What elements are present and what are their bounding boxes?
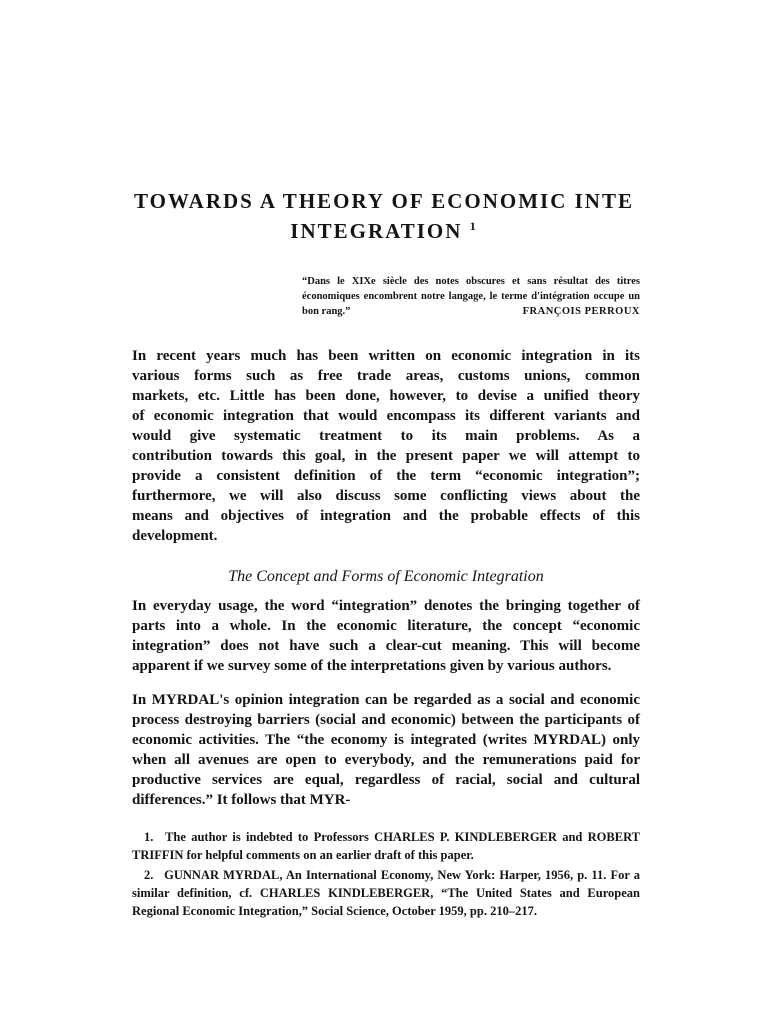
paragraph-line: various forms such as free trade areas, customs unions, common xyxy=(132,368,640,384)
footnote-text: GUNNAR MYRDAL, An International Economy, New York: Harper, 1956, p. 11. For a similar definition, cf. CHARLES KINDLEBERGER, “The United States and European Regional Economic Integration,” Social Science, October 1959, pp. 210–217. xyxy=(132,868,641,918)
paragraph-line: means and objectives of integration and the probable effects of this xyxy=(132,508,640,524)
footnotes xyxy=(132,828,640,922)
paragraph-line: contribution towards this goal, in the present paper we will attempt to xyxy=(132,448,640,464)
paragraph-line: provide a consistent definition of the term “economic integration”; xyxy=(132,468,640,484)
paragraph-line: development. xyxy=(132,528,218,544)
article-title-text: INTEGRATION xyxy=(290,219,463,243)
epigraph-quote: “Dans le XIXe siècle des notes obscures et sans résultat des titres économiques encombrent notre langage, le terme d'intégration occupe un bon rang.” xyxy=(302,276,640,317)
footnote-number: 1. xyxy=(144,830,154,844)
epigraph-author: FRANÇOIS PERROUX xyxy=(522,306,640,317)
paragraph-line: In recent years much has been written on economic integration in its xyxy=(132,348,640,364)
paragraph-line: would give systematic treatment to its main problems. As a xyxy=(132,428,640,444)
footnote-1 xyxy=(132,828,640,864)
body-paragraph-myrdal: In MYRDAL's opinion integration can be regarded as a social and economic process destroying barriers (social and economic) between the participants of economic activities. The “the economy is integrated (writes MYRDAL) only when all avenues are open to everybody, and the remunerations paid for productive services are equal, regardless of racial, social and cultural differences.” It follows that MYR- xyxy=(132,692,640,808)
footnote-number: 2. xyxy=(144,868,154,882)
footnote-2 xyxy=(132,866,640,920)
title-footnote-marker: 1 xyxy=(469,219,478,233)
paragraph-line: furthermore, we will also discuss some conflicting views about the xyxy=(132,488,640,504)
epigraph xyxy=(302,274,640,319)
footnote-text: The author is indebted to Professors CHARLES P. KINDLEBERGER and ROBERT TRIFFIN for helpful comments on an earlier draft of this paper. xyxy=(132,830,640,862)
article-title-line-2 xyxy=(100,216,668,246)
paragraph-line: of economic integration that would encompass its different variants and xyxy=(132,408,640,424)
section-heading: The Concept and Forms of Economic Integration xyxy=(228,568,544,585)
paragraph-line: markets, etc. Little has been done, however, to devise a unified theory xyxy=(132,388,640,404)
body-paragraph-integration-definition: In everyday usage, the word “integration” denotes the bringing together of parts into a whole. In the economic literature, the concept “economic integration” does not have such a clear-cut meaning. This will become apparent if we survey some of the interpretations given by various authors. xyxy=(132,598,640,674)
article-title-line-1: TOWARDS A THEORY OF ECONOMIC INTE xyxy=(134,189,634,213)
intro-paragraph xyxy=(132,346,640,546)
